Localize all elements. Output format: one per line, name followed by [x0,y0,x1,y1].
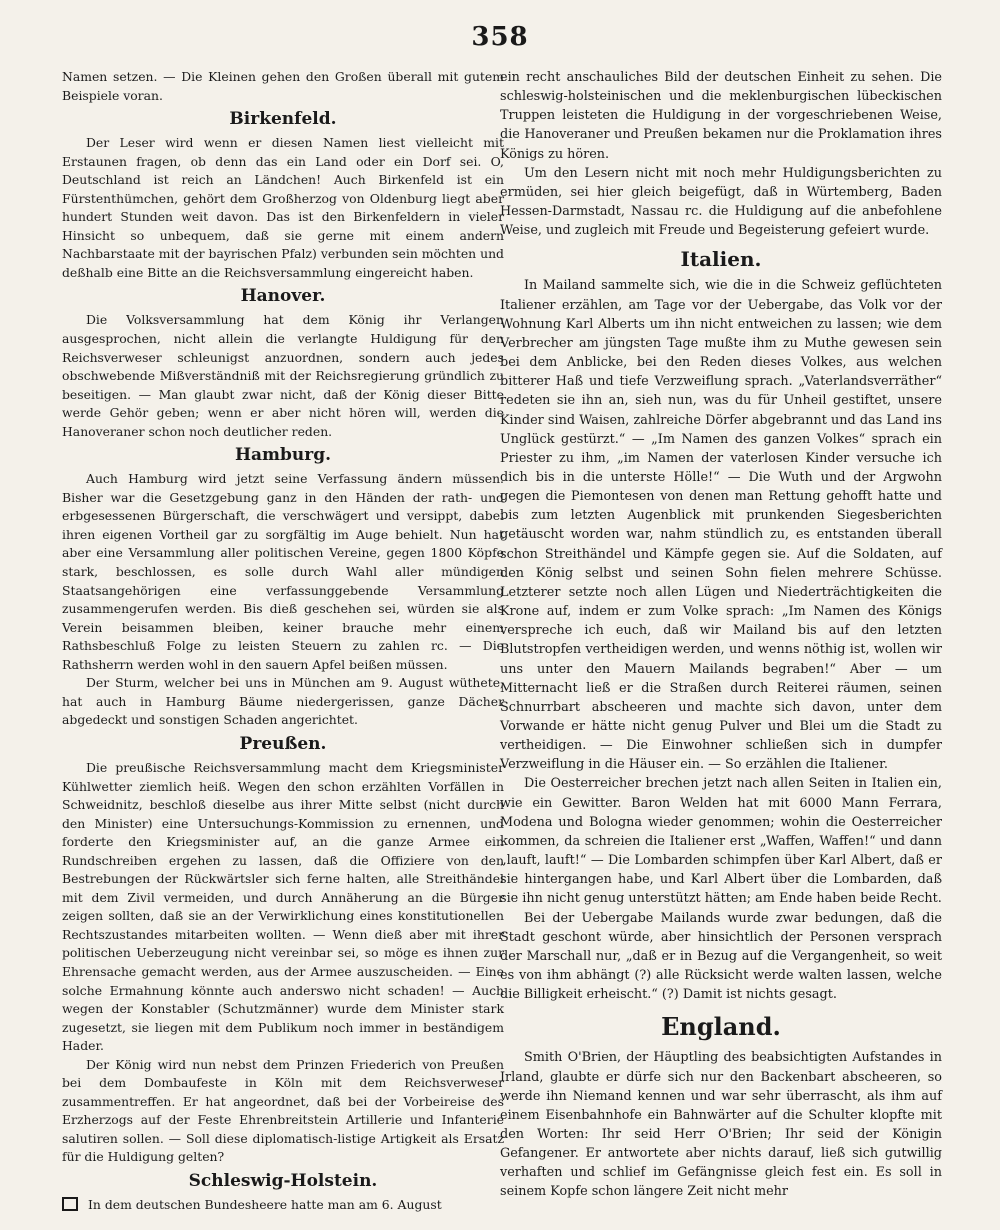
heading-italien: Italien. [680,247,762,272]
italien-paragraph-2: Die Oesterreicher brechen jetzt nach allen Seiten in Italien ein, wie ein Gewitter. Baron Welden hat mit 6000 Mann Ferrara, Modena und Bologna wieder genommen; wohin die Oesterreicher kommen, da schreien die Italiener erst „Waffen, Waffen!“ und dann „lauft, lauft!“ — Die Lombarden schimpfen über Karl Albert, daß er sie hintergangen habe, und Karl Albert über die Lombarden, daß sie ihn nicht genug unterstützt hätten; am Ende haben beide Recht. [500,776,942,907]
heading-hanover: Hanover. [240,286,326,307]
right-column [500,68,942,1202]
preussen-paragraph-2: Der König wird nun nebst dem Prinzen Friederich von Preußen bei dem Dombaufeste in Köln mit dem Reichsverweser zusammentreffen. Er hat angeordnet, daß bei der Vorbeireise des Erzherzogs auf der Feste Ehrenbreitstein Artillerie und Infanterie salutiren sollen. — Soll diese diplomatisch-listige Artigkeit als Ersatz für die Huldigung gelten? [62,1056,504,1165]
italien-paragraph-3: Bei der Uebergabe Mailands wurde zwar bedungen, daß die Stadt geschont würde, aber hinsichtlich der Personen versprach der Marschall nur, „daß er in Bezug auf die Vergangenheit, so weit es von ihm abhängt (?) alle Rücksicht werde walten lassen, welche die Billigkeit erheischt.“ (?) Damit ist nichts gesagt. [500,910,942,1003]
continuation-paragraph: ein recht anschauliches Bild der deutschen Einheit zu sehen. Die schleswig-holsteinischen und die meklenburgischen lübeckischen Truppen leisteten die Huldigung in der vorgeschriebenen Weise, die Hanoveraner und Preußen bekamen nur die Proklamation ihres Königs zu hören. [500,70,942,162]
preussen-paragraph-1: Die preußische Reichsversammlung macht dem Kriegsminister Kühlwetter ziemlich heiß. Wegen den schon erzählten Vorfällen in Schweidnitz, beschloß dieselbe aus ihrer Mitte selbst (nicht durch den Minister) eine Untersuchungs-Kommission zu ernennen, und forderte den Kriegsminister auf, an die ganze Armee ein Rundschreiben ergehen zu lassen, daß die Offiziere von den Bestrebungen der Rückwärtsler sich ferne halten, alle Streithändel mit dem Zivil vermeiden, und durch Annäherung an die Bürger zeigen sollten, daß sie an der Verwirklichung eines konstitutionellen Rechtszustandes mitarbeiten wollten. — Wenn dieß aber mit ihrer politischen Ueberzeugung nicht vereinbar sei, so möge es ihnen zur Ehrensache gemacht werden, aus der Armee auszuscheiden. — Eine solche Ermahnung könnte auch anderswo nicht schaden! — Auch wegen der Konstabler (Schutzmänner) wurde dem Minister stark zugesetzt, sie liegen mit dem Publikum noch immer in beständigem Hader. [62,759,504,1054]
england-paragraph: Smith O'Brien, der Häuptling des beabsichtigten Aufstandes in Irland, glaubte er dürfe sich nur den Backenbart abscheeren, so werde ihn Niemand kennen und war sehr überrascht, als ihm auf einem Eisenbahnhofe ein Bahnwärter auf die Schulter klopfte mit den Worten: Ihr seid Herr O'Brien; Ihr seid der Königin Gefangener. Er antwortete aber nichts darauf, ließ sich gutwillig verhaften und schlief im Gefängnisse gleich fest ein. Es soll in seinem Kopfe schon längere Zeit nicht mehr [500,1050,942,1200]
intro-paragraph: Namen setzen. — Die Kleinen gehen den Großen überall mit gutem Beispiele voran. [62,69,504,103]
hamburg-paragraph-1: Auch Hamburg wird jetzt seine Verfassung ändern müssen. Bisher war die Gesetzgebung ganz in den Händen der rath- und erbgesessenen Bürgerschaft, die verschwägert und versippt, dabei ihren eigenen Vortheil gar zu sorgfältig im Auge behielt. Nun hat aber eine Versammlung aller politischen Vereine, gegen 1800 Köpfe stark, beschlossen, es solle durch Wahl aller mündigen Staatsangehörigen eine verfassunggebende Versammlung zusammengerufen werden. Bis dieß geschehen sei, würden sie als Verein beisammen bleiben, keiner brauche mehr einem Rathsbeschluß Folge zu leisten Steuern zu zahlen rc. — Die Rathsherrn werden wohl in den sauern Apfel beißen müssen. [62,471,504,672]
heading-england: England. [661,1012,781,1042]
heading-birkenfeld: Birkenfeld. [229,109,337,130]
hanover-paragraph: Die Volksversammlung hat dem König ihr Verlangen ausgesprochen, nicht allein die verlangte Huldigung für den Reichsverweser schleunigst anzuordnen, sondern auch jedes obschwebende Mißverständniß mit der Reichsregierung gründlich zu beseitigen. — Man glaubt zwar nicht, daß der König dieser Bitte werde Gehör geben; wenn er aber nicht hören will, werden die Hanoveraner schon noch deutlicher reden. [62,312,504,439]
heading-hamburg: Hamburg. [234,445,332,466]
schleswig-text: In dem deutschen Bundesheere hatte man am 6. August [88,1196,442,1212]
birkenfeld-paragraph: Der Leser wird wenn er diesen Namen liest vielleicht mit Erstaunen fragen, ob denn das ein Land oder ein Dorf sei. O, Deutschland ist reich an Ländchen! Auch Birkenfeld ist ein Fürstenthümchen, gehört dem Großherzog von Oldenburg liegt aber hundert Stunden weit davon. Das ist den Birkenfeldern in vieler Hinsicht so unbequem, daß sie gerne mit einem andern Nachbarstaate mit der bayrischen Pfalz) verbunden sein möchten und deßhalb eine Bitte an die Reichsversammlung eingereicht haben. [62,135,504,280]
heading-preussen: Preußen. [239,733,327,754]
italien-paragraph-1: In Mailand sammelte sich, wie die in die Schweiz geflüchteten Italiener erzählen, am Tage vor der Uebergabe, das Volk vor der Wohnung Karl Alberts um ihn nicht entweichen zu lassen; wie dem Verbrecher am jüngsten Tage mußte ihm zu Muthe gewesen sein bei dem Anblicke, bei den Reden dieses Volkes, aus welchen bitterer Haß und tiefe Verzweiflung sprach. „Vaterlandsverräther“ redeten sie ihn an, sieh nun, was du für Unheil gestiftet, unsere Kinder sind Waisen, zahlreiche Dörfer abgebrannt und das Land ins Unglück gestürzt.“ — „Im Namen des ganzen Volkes“ sprach ein Priester zu ihm, „im Namen der vaterlosen Kinder versuche ich dich bis in die unterste Hölle!“ — Die Wuth und der Argwohn gegen die Piemontesen von denen man Rettung gehofft hatte und bis zum letzten Augenblick mit prunkenden Siegesberichten getäuscht worden war, nahm stündlich zu, es entstanden überall schon Streithändel und Kämpfe gegen sie. Auf die Soldaten, auf den König selbst und seinen Sohn fielen mehrere Schüsse. Letzterer setzte noch allen Lügen und Niederträchtigkeiten die Krone auf, indem er zum Volke sprach: „Im Namen des Königs verspreche ich euch, daß wir Mailand bis auf den letzten Blutstropfen vertheidigen werden, und wenns nöthig ist, wollen wir uns unter den Mauern Mailands begraben!“ Aber — um Mitternacht ließ er die Straßen durch Reiterei räumen, seinen Schnurrbart abscheeren und machte sich davon, unter dem Vorwande er hätte nicht genug Pulver und Blei um die Stadt zu vertheidigen. — Die Einwohner schließen sich in dumpfer Verzweiflung in die Häuser ein. — So erzählen die Italiener. [500,278,942,773]
page-number: 358 [471,22,529,52]
ornament-icon [62,1197,78,1211]
huldigung-paragraph: Um den Lesern nicht mit noch mehr Huldigungsberichten zu ermüden, sei hier gleich beigefügt, daß in Würtemberg, Baden Hessen-Darmstadt, Nassau rc. die Huldigung auf die anbefohlene Weise, und zugleich mit Freude und Begeisterung gefeiert wurde. [500,165,942,239]
schleswig-paragraph [62,1196,504,1215]
hamburg-paragraph-2: Der Sturm, welcher bei uns in München am 9. August wüthete, hat auch in Hamburg Bäume niedergerissen, ganze Dächer abgedeckt und sonstigen Schaden angerichtet. [62,675,504,728]
left-column [62,68,504,1215]
heading-schleswig-holstein: Schleswig-Holstein. [188,1170,378,1191]
